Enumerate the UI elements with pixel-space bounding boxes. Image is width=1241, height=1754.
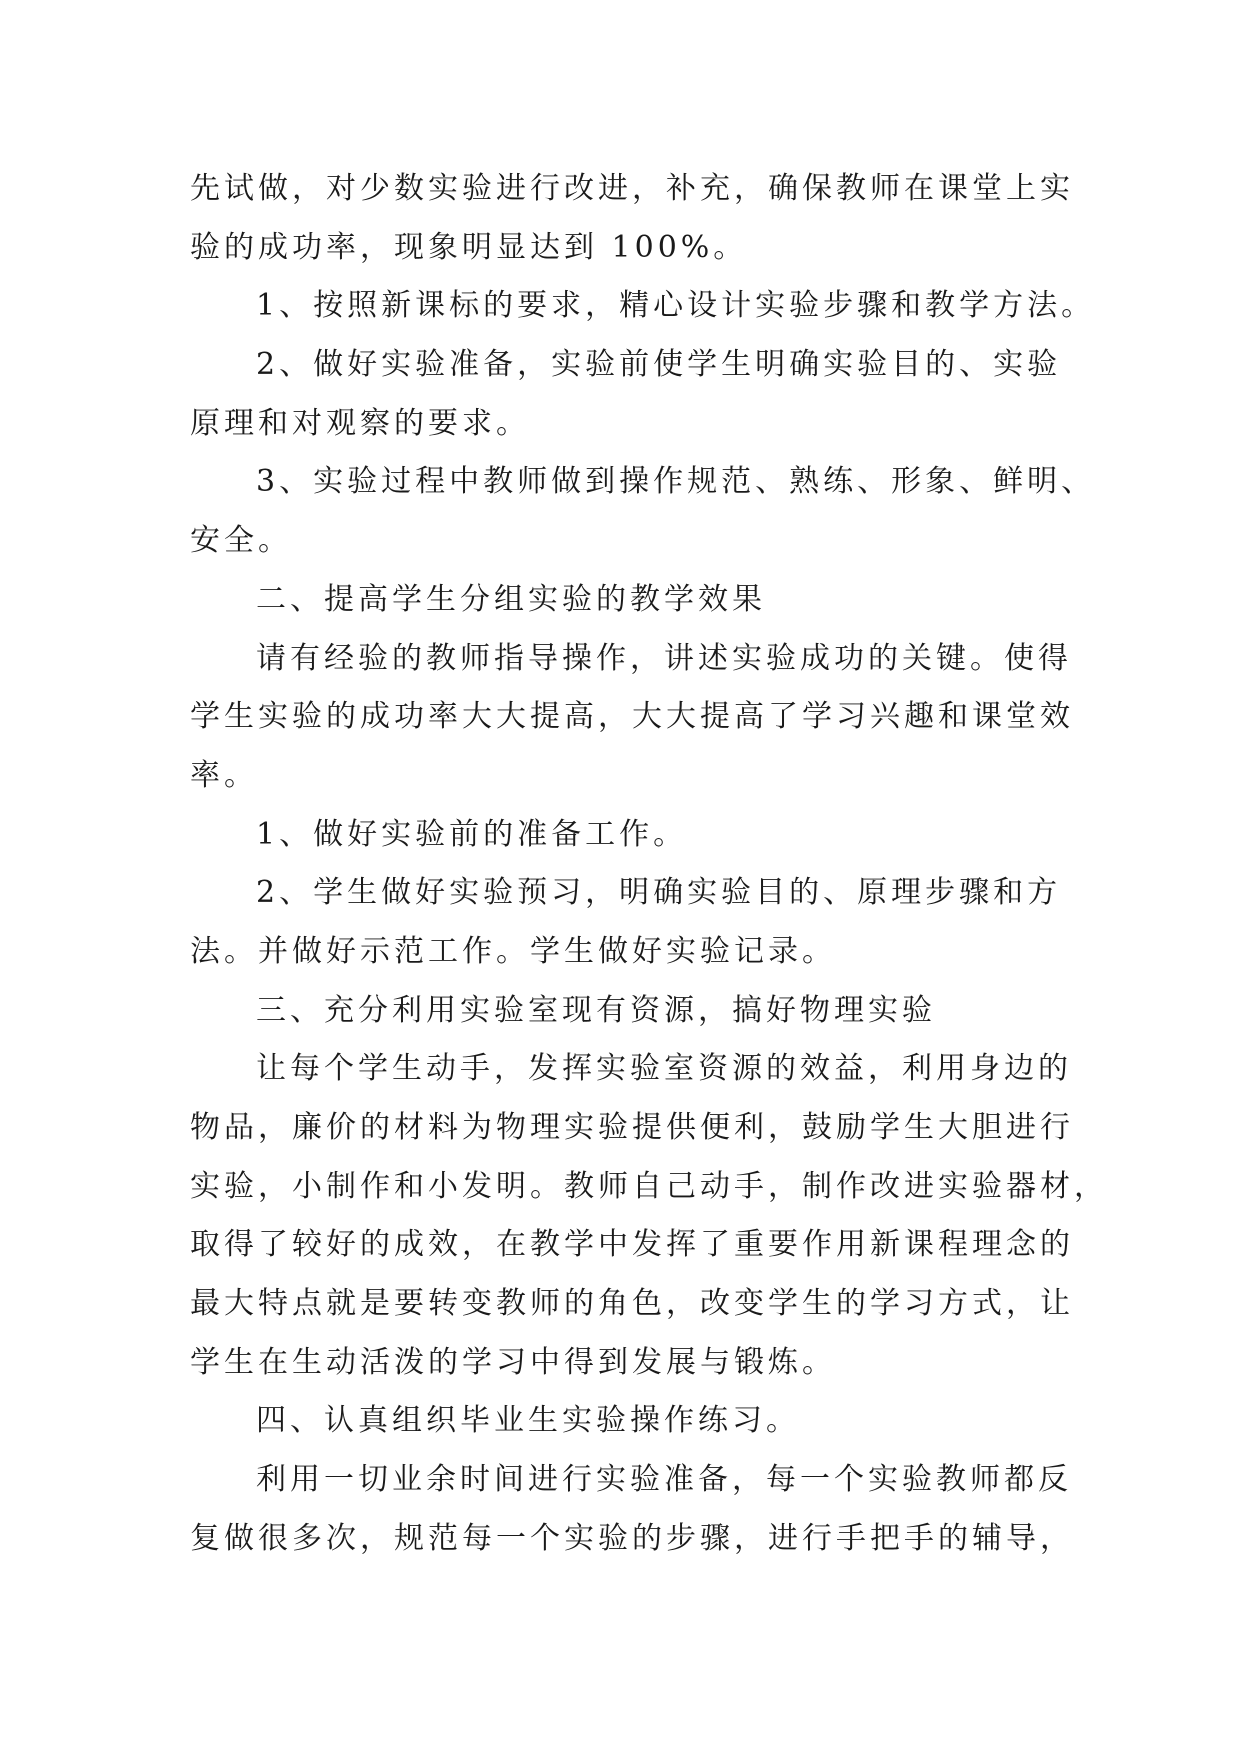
section-heading: 二、提高学生分组实验的教学效果 xyxy=(256,581,766,617)
text-line: 取得了较好的成效，在教学中发挥了重要作用新课程理念的 xyxy=(190,1227,1074,1263)
text-line: 1、按照新课标的要求，精心设计实验步骤和教学方法。 xyxy=(256,288,1096,324)
section-heading: 三、充分利用实验室现有资源，搞好物理实验 xyxy=(256,992,936,1028)
text-line: 安全。 xyxy=(190,523,292,559)
text-line: 1、做好实验前的准备工作。 xyxy=(256,816,688,852)
section-heading: 四、认真组织毕业生实验操作练习。 xyxy=(256,1403,800,1439)
text-line: 复做很多次，规范每一个实验的步骤，进行手把手的辅导， xyxy=(190,1520,1074,1556)
text-line: 利用一切业余时间进行实验准备，每一个实验教师都反 xyxy=(256,1462,1072,1498)
text-line: 学生在生动活泼的学习中得到发展与锻炼。 xyxy=(190,1344,836,1380)
text-line: 2、学生做好实验预习，明确实验目的、原理步骤和方 xyxy=(256,875,1062,911)
text-line: 3、实验过程中教师做到操作规范、熟练、形象、鲜明、 xyxy=(256,464,1096,500)
document-body xyxy=(190,160,1108,1569)
text-line: 最大特点就是要转变教师的角色，改变学生的学习方式，让 xyxy=(190,1286,1074,1322)
text-line: 让每个学生动手，发挥实验室资源的效益，利用身边的 xyxy=(256,1051,1072,1087)
text-line: 原理和对观察的要求。 xyxy=(190,405,530,441)
text-line: 2、做好实验准备，实验前使学生明确实验目的、实验 xyxy=(256,347,1062,383)
text-line: 验的成功率，现象明显达到 100%。 xyxy=(190,229,748,265)
text-line: 学生实验的成功率大大提高，大大提高了学习兴趣和课堂效 xyxy=(190,699,1074,735)
text-line: 法。并做好示范工作。学生做好实验记录。 xyxy=(190,933,836,969)
text-line: 先试做，对少数实验进行改进，补充，确保教师在课堂上实 xyxy=(190,171,1074,206)
text-line: 物品，廉价的材料为物理实验提供便利，鼓励学生大胆进行 xyxy=(190,1110,1074,1145)
text-line: 请有经验的教师指导操作，讲述实验成功的关键。使得 xyxy=(256,640,1072,676)
text-line: 实验，小制作和小发明。教师自己动手，制作改进实验器材， xyxy=(190,1168,1108,1204)
text-line: 率。 xyxy=(190,757,258,793)
